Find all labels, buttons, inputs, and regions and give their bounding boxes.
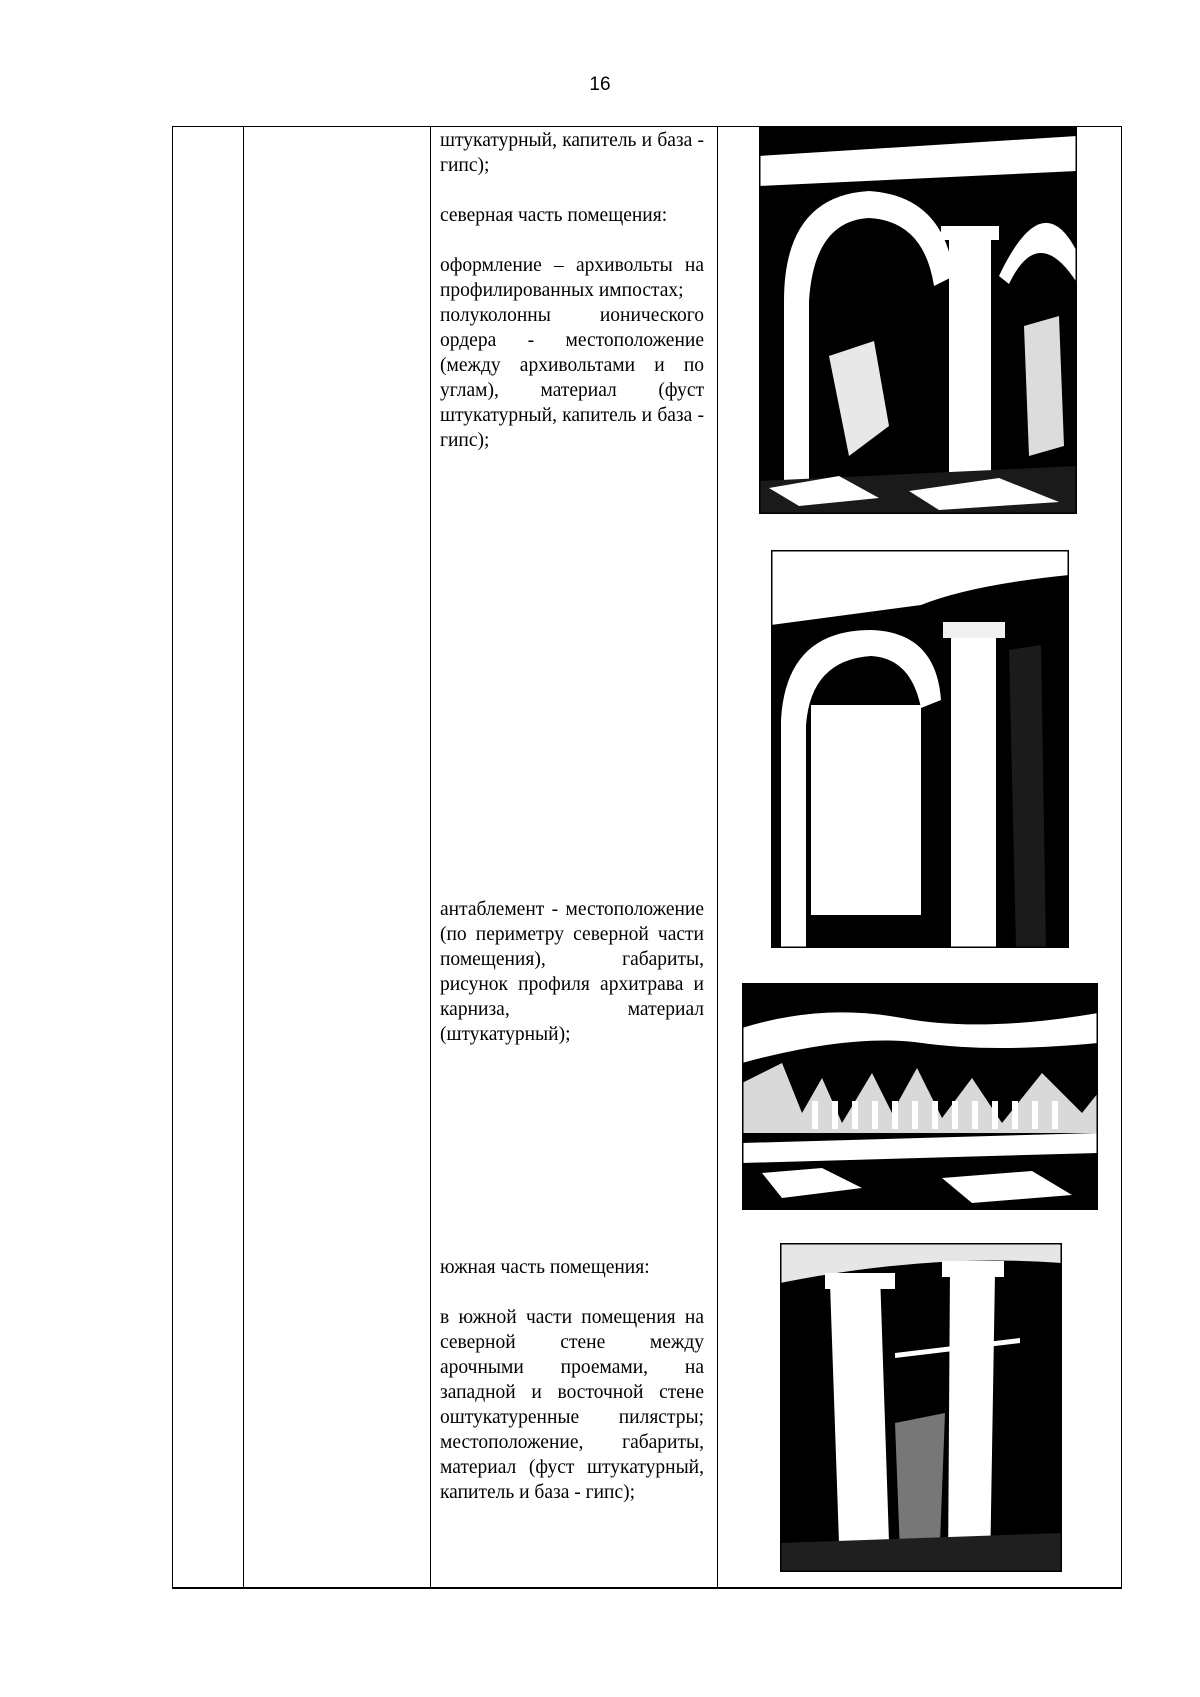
table-bottom-border: [172, 1587, 1122, 1589]
page-number: 16: [589, 74, 611, 95]
paragraph-south-heading: южная часть помещения:: [440, 1257, 650, 1278]
photo-entablature: [742, 983, 1098, 1210]
photo-arched-window: [771, 550, 1069, 948]
photo-pilasters: [780, 1243, 1062, 1572]
column-divider-2: [430, 126, 431, 1589]
column-divider-3: [717, 126, 718, 1589]
paragraph-archivolts: оформление – архивольты на профилированных импостах;: [440, 255, 704, 301]
column-divider-1: [243, 126, 244, 1589]
text-block-north: [440, 128, 704, 453]
paragraph-entablature: антаблемент - местоположение (по периметру северной части помещения), габариты, рисунок профиля архитрава и карниза, материал (штукатурный);: [440, 899, 704, 1045]
paragraph-half-columns: полуколонны ионического ордера - местоположение (между архивольтами и по углам), материал (фуст штукатурный, капитель и база - гипс);: [440, 305, 704, 451]
paragraph-continuation: штукатурный, капитель и база - гипс);: [440, 130, 704, 176]
paragraph-north-heading: северная часть помещения:: [440, 205, 668, 226]
text-block-entablature: [440, 897, 704, 1047]
text-block-south: [440, 1255, 704, 1505]
photo-arches: [759, 126, 1077, 514]
paragraph-pilasters: в южной части помещения на северной стене между арочными проемами, на западной и восточной стене оштукатуренные пилястры; местоположение, габариты, материал (фуст штукатурный, капитель и база - гипс);: [440, 1307, 704, 1503]
